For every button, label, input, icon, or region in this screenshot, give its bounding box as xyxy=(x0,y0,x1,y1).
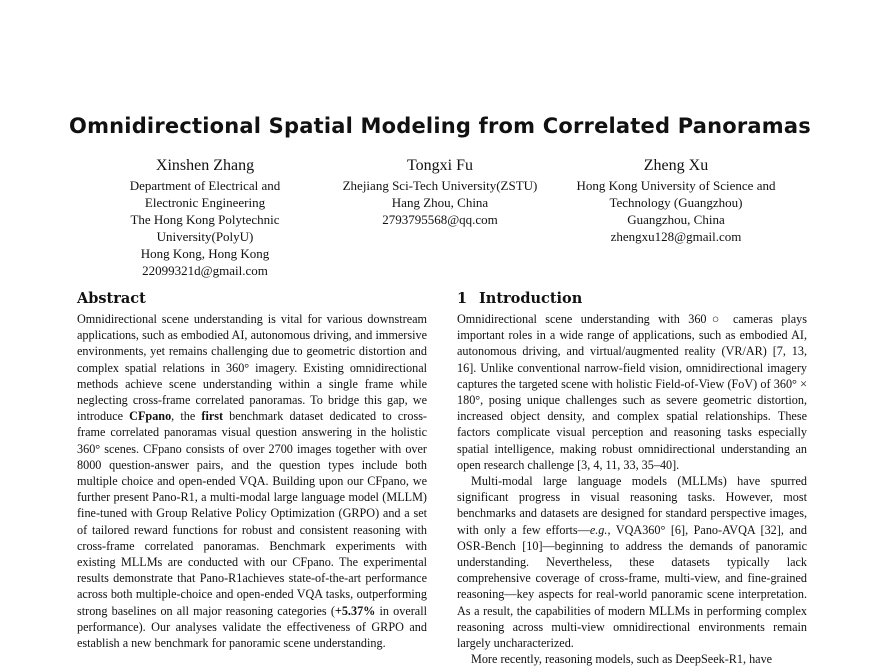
section-title: Introduction xyxy=(479,290,583,307)
abstract-bold-text: first xyxy=(201,409,224,424)
abstract-paragraph xyxy=(77,311,427,651)
abstract-text: Omnidirectional scene understanding is vital for various downstream applications, such as embodied AI, autonomous driving, and immersive environments, yet remains challenging due to geometric distortion and complex spatial relations in 360° imagery. Existing omnidirectional methods achieve scene understanding within a single frame while neglecting cross-frame correlated panoramas. To bridge this gap, we introduce xyxy=(77,312,427,424)
intro-paragraph-3: More recently, reasoning models, such as DeepSeek-R1, have xyxy=(471,652,773,667)
author-affiliation-line: University(PolyU) xyxy=(156,229,254,244)
author-block-1 xyxy=(85,156,325,279)
abstract-heading: Abstract xyxy=(77,290,146,307)
abstract-bold-text: +5.37% xyxy=(334,603,376,618)
author-affiliation-line: Hong Kong, Hong Kong xyxy=(140,246,270,261)
author-block-2 xyxy=(320,156,560,228)
intro-italic-text: e.g. xyxy=(589,522,608,537)
abstract-text: benchmark dataset dedicated to cross-frame correlated panoramas visual question answering in the holistic 360° scenes. CFpano consists of over 2700 images together with over 8000 question-answer pairs, and the question types include both multiple choice and open-ended VQA. Building upon our CFpano, we further present Pano-R1, a multi-modal large language model (MLLM) fine-tuned with Group Relative Policy Optimization (GRPO) and a set of tailored reward functions for robust and consistent reasoning with cross-frame correlated panoramas. Benchmark experiments with existing MLLMs are conducted with our CFpano. The experimental results demonstrate that Pano-R1achieves state-of-the-art performance across both multiple-choice and open-ended VQA tasks, outperforming strong baselines on all major reasoning categories ( xyxy=(77,409,427,618)
author-affiliation-line: Hang Zhou, China xyxy=(391,195,489,210)
paper-title: Omnidirectional Spatial Modeling from Correlated Panoramas xyxy=(69,114,811,138)
author-name: Xinshen Zhang xyxy=(155,157,255,174)
introduction-heading xyxy=(457,290,807,308)
introduction-column xyxy=(457,290,807,667)
author-affiliation-line: Zhejiang Sci-Tech University(ZSTU) xyxy=(342,178,538,193)
abstract-text: , the xyxy=(171,409,202,424)
author-affiliation-line: Electronic Engineering xyxy=(144,195,266,210)
author-name: Zheng Xu xyxy=(643,157,709,174)
intro-paragraph-2 xyxy=(457,473,807,651)
author-email: zhengxu128@gmail.com xyxy=(610,229,742,244)
author-affiliation-line: Hong Kong University of Science and xyxy=(576,178,776,193)
intro-paragraph-1: Omnidirectional scene understanding with 360○ cameras plays important roles in a wide range of applications, such as embodied AI, autonomous driving, and virtual/augmented reality (VR/AR) [7, 13, 16]. Unlike conventional narrow-field vision, omnidirectional imagery captures the targeted scene with holistic Field-of-View (FoV) of 360° × 180°, posing unique challenges such as severe geometric distortion, increased object density, and complex spatial relationships. These factors complicate visual perception and reasoning tasks especially spatial intelligence, making robust omnidirectional understanding an open research challenge [3, 4, 11, 33, 35–40]. xyxy=(457,312,807,472)
section-number: 1 xyxy=(457,290,468,307)
author-block-3 xyxy=(556,156,796,245)
author-email: 22099321d@gmail.com xyxy=(142,263,268,278)
intro-text: Multi-modal large language models (MLLMs) have spurred significant progress in visual reasoning tasks. However, most benchmarks and datasets are designed for standard perspective images, with only a few efforts— xyxy=(457,474,807,537)
author-affiliation-line: Technology (Guangzhou) xyxy=(609,195,743,210)
abstract-bold-text: CFpano xyxy=(129,409,172,424)
author-affiliation-line: Department of Electrical and xyxy=(129,178,281,193)
author-email: 2793795568@qq.com xyxy=(382,212,498,227)
abstract-column xyxy=(77,290,427,651)
author-affiliation-line: The Hong Kong Polytechnic xyxy=(130,212,280,227)
author-name: Tongxi Fu xyxy=(407,157,473,174)
author-affiliation-line: Guangzhou, China xyxy=(627,212,725,227)
abstract-text: in overall performance). Our analyses validate the effectiveness of GRPO and establish a new benchmark for panoramic scene understanding. xyxy=(77,603,427,651)
intro-text: , VQA360° [6], Pano-AVQA [32], and OSR-Bench [10]—beginning to address the demands of panoramic understanding. Nevertheless, these datasets typically lack comprehensive coverage of cross-frame, multi-view, and fine-grained reasoning—key aspects for real-world panoramic scene interpretation. As a result, the capabilities of modern MLLMs in performing complex reasoning across multi-view omnidirectional environments remain largely uncharacterized. xyxy=(457,522,807,651)
